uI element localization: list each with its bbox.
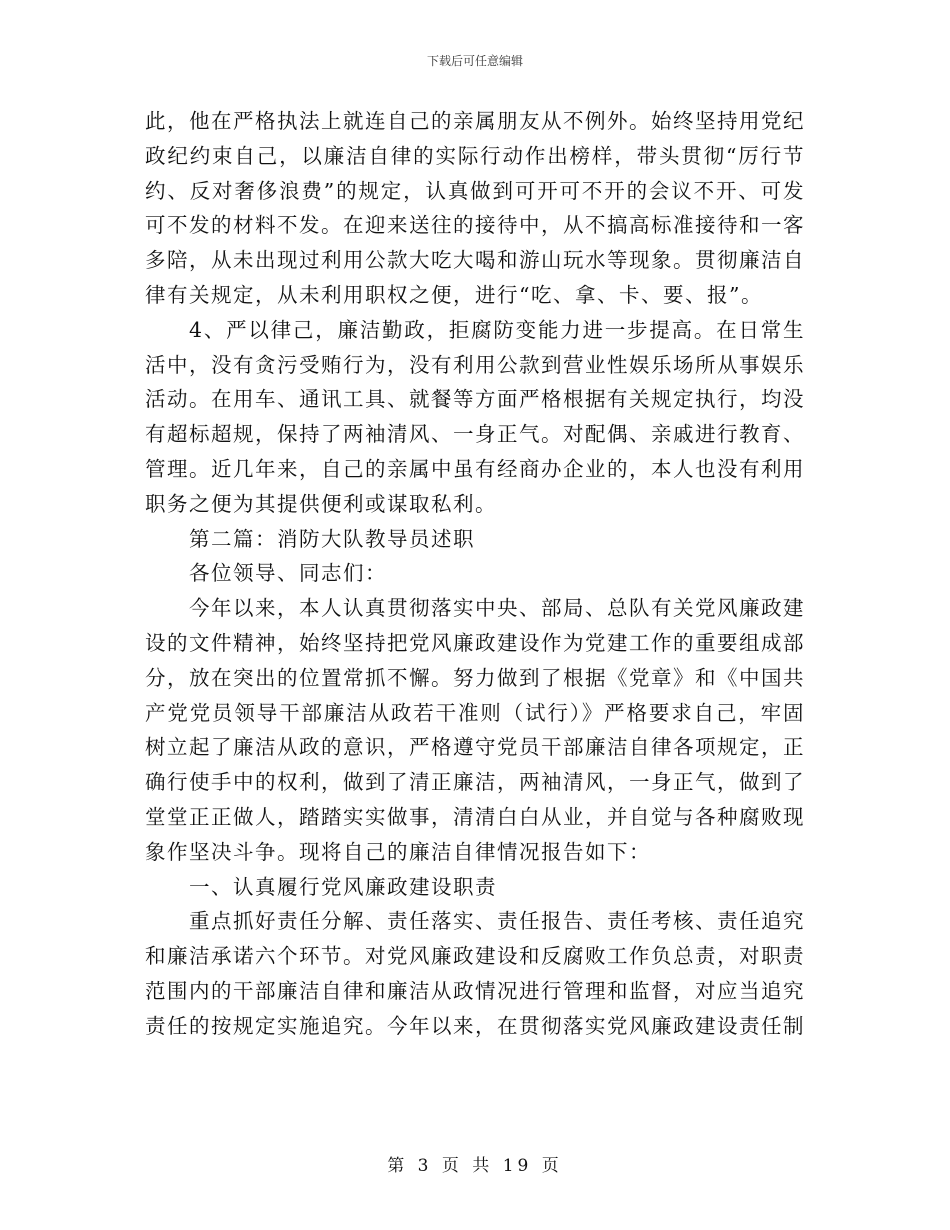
section-title: 第二篇：消防大队教导员述职 bbox=[189, 526, 475, 551]
document-body bbox=[145, 104, 805, 1044]
page-header-note: 下载后可任意编辑 bbox=[426, 54, 523, 68]
paragraph-intro: 今年以来，本人认真贯彻落实中央、部局、总队有关党风廉政建设的文件精神，始终坚持把党风廉政建设作为党建工作的重要组成部分，放在突出的位置常抓不懈。努力做到了根据《党章》和《中国共产党党员领导干部廉洁从政若干准则（试行）》严格要求自己，牢固树立起了廉洁从政的意识，严格遵守党员干部廉洁自律各项规定，正确行使手中的权利，做到了清正廉洁，两袖清风，一身正气，做到了堂堂正正做人，踏踏实实做事，清清白白从业，并自觉与各种腐败现象作坚决斗争。现将自己的廉洁自律情况报告如下： bbox=[145, 596, 805, 864]
salutation: 各位领导、同志们： bbox=[189, 561, 387, 586]
page-number: 第 3 页 共 19 页 bbox=[387, 1156, 563, 1176]
paragraph-responsibility: 重点抓好责任分解、责任落实、责任报告、责任考核、责任追究和廉洁承诺六个环节。对党风廉政建设和反腐败工作负总责，对职责范围内的干部廉洁自律和廉洁从政情况进行管理和监督，对应当追究责任的按规定实施追究。今年以来，在贯彻落实党风廉政建设责任制 bbox=[145, 909, 805, 1038]
paragraph-continuation: 此，他在严格执法上就连自己的亲属朋友从不例外。始终坚持用党纪政纪约束自己，以廉洁自律的实际行动作出榜样，带头贯彻“厉行节约、反对奢侈浪费”的规定，认真做到可开可不开的会议不开、可发可不发的材料不发。在迎来送往的接待中，从不搞高标准接待和一客多陪，从未出现过利用公款大吃大喝和游山玩水等现象。贯彻廉洁自律有关规定，从未利用职权之便，进行“吃、拿、卡、要、报”。 bbox=[145, 109, 805, 307]
paragraph-item-4: 4、严以律己，廉洁勤政，拒腐防变能力进一步提高。在日常生活中，没有贪污受贿行为，没有利用公款到营业性娱乐场所从事娱乐活动。在用车、通讯工具、就餐等方面严格根据有关规定执行，均没有超标超规，保持了两袖清风、一身正气。对配偶、亲戚进行教育、管理。近几年来，自己的亲属中虽有经商办企业的，本人也没有利用职务之便为其提供便利或谋取私利。 bbox=[145, 317, 805, 516]
subsection-heading: 一、认真履行党风廉政建设职责 bbox=[189, 874, 497, 899]
